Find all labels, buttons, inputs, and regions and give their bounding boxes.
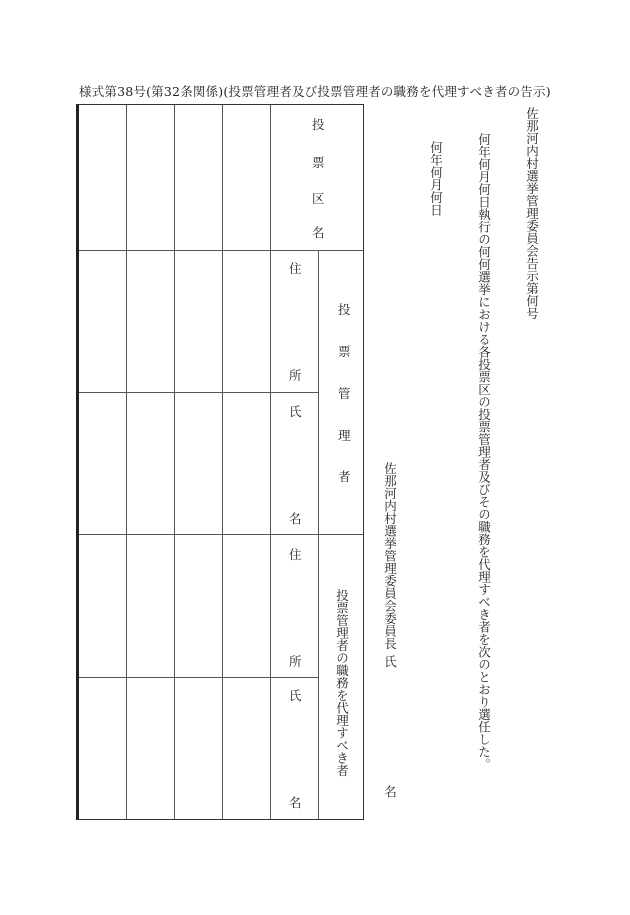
manager-label-char: 票 bbox=[338, 344, 351, 359]
manager-label-char: 管 bbox=[338, 386, 351, 401]
name-label-char: 氏 bbox=[289, 688, 302, 703]
name-label-char: 氏 bbox=[289, 404, 302, 419]
district-header-char: 票 bbox=[312, 155, 325, 170]
district-header-char: 名 bbox=[312, 225, 325, 240]
deputy-label: 投票管理者の職務を代理すべき者 bbox=[334, 589, 350, 777]
address-label-char: 所 bbox=[289, 654, 302, 669]
notice-body: 何年何月何日執行の何何選挙における各投票区の投票管理者及びその職務を代理すべき者を次のとおり選任した。 bbox=[476, 133, 492, 771]
row-divider bbox=[79, 250, 363, 251]
manager-label-char: 理 bbox=[338, 428, 351, 443]
address-label-char: 所 bbox=[289, 368, 302, 383]
column-divider bbox=[222, 105, 223, 819]
appointment-table bbox=[76, 104, 364, 820]
manager-label-char: 投 bbox=[338, 302, 351, 317]
address-label-char: 住 bbox=[289, 261, 302, 276]
name-label-char: 名 bbox=[289, 795, 302, 810]
district-header-char: 区 bbox=[312, 191, 325, 206]
district-header-char: 投 bbox=[312, 117, 325, 132]
row-divider bbox=[79, 677, 318, 678]
row-divider bbox=[79, 534, 363, 535]
signer-title: 佐那河内村選挙管理委員会委員長 bbox=[382, 462, 398, 650]
address-label-char: 住 bbox=[289, 547, 302, 562]
column-divider bbox=[270, 105, 271, 819]
row-divider bbox=[79, 392, 318, 393]
column-divider bbox=[174, 105, 175, 819]
notice-number: 佐那河内村選挙管理委員会告示第何号 bbox=[524, 107, 540, 320]
signer-name-label-2: 名 bbox=[382, 785, 398, 798]
name-label-char: 名 bbox=[289, 511, 302, 526]
column-divider bbox=[126, 105, 127, 819]
signer-name-label-1: 氏 bbox=[382, 655, 398, 668]
form-caption: 様式第38号(第32条関係)(投票管理者及び投票管理者の職務を代理すべき者の告示) bbox=[79, 84, 551, 99]
notice-date: 何年何月何日 bbox=[428, 141, 444, 216]
manager-label-char: 者 bbox=[338, 469, 351, 484]
